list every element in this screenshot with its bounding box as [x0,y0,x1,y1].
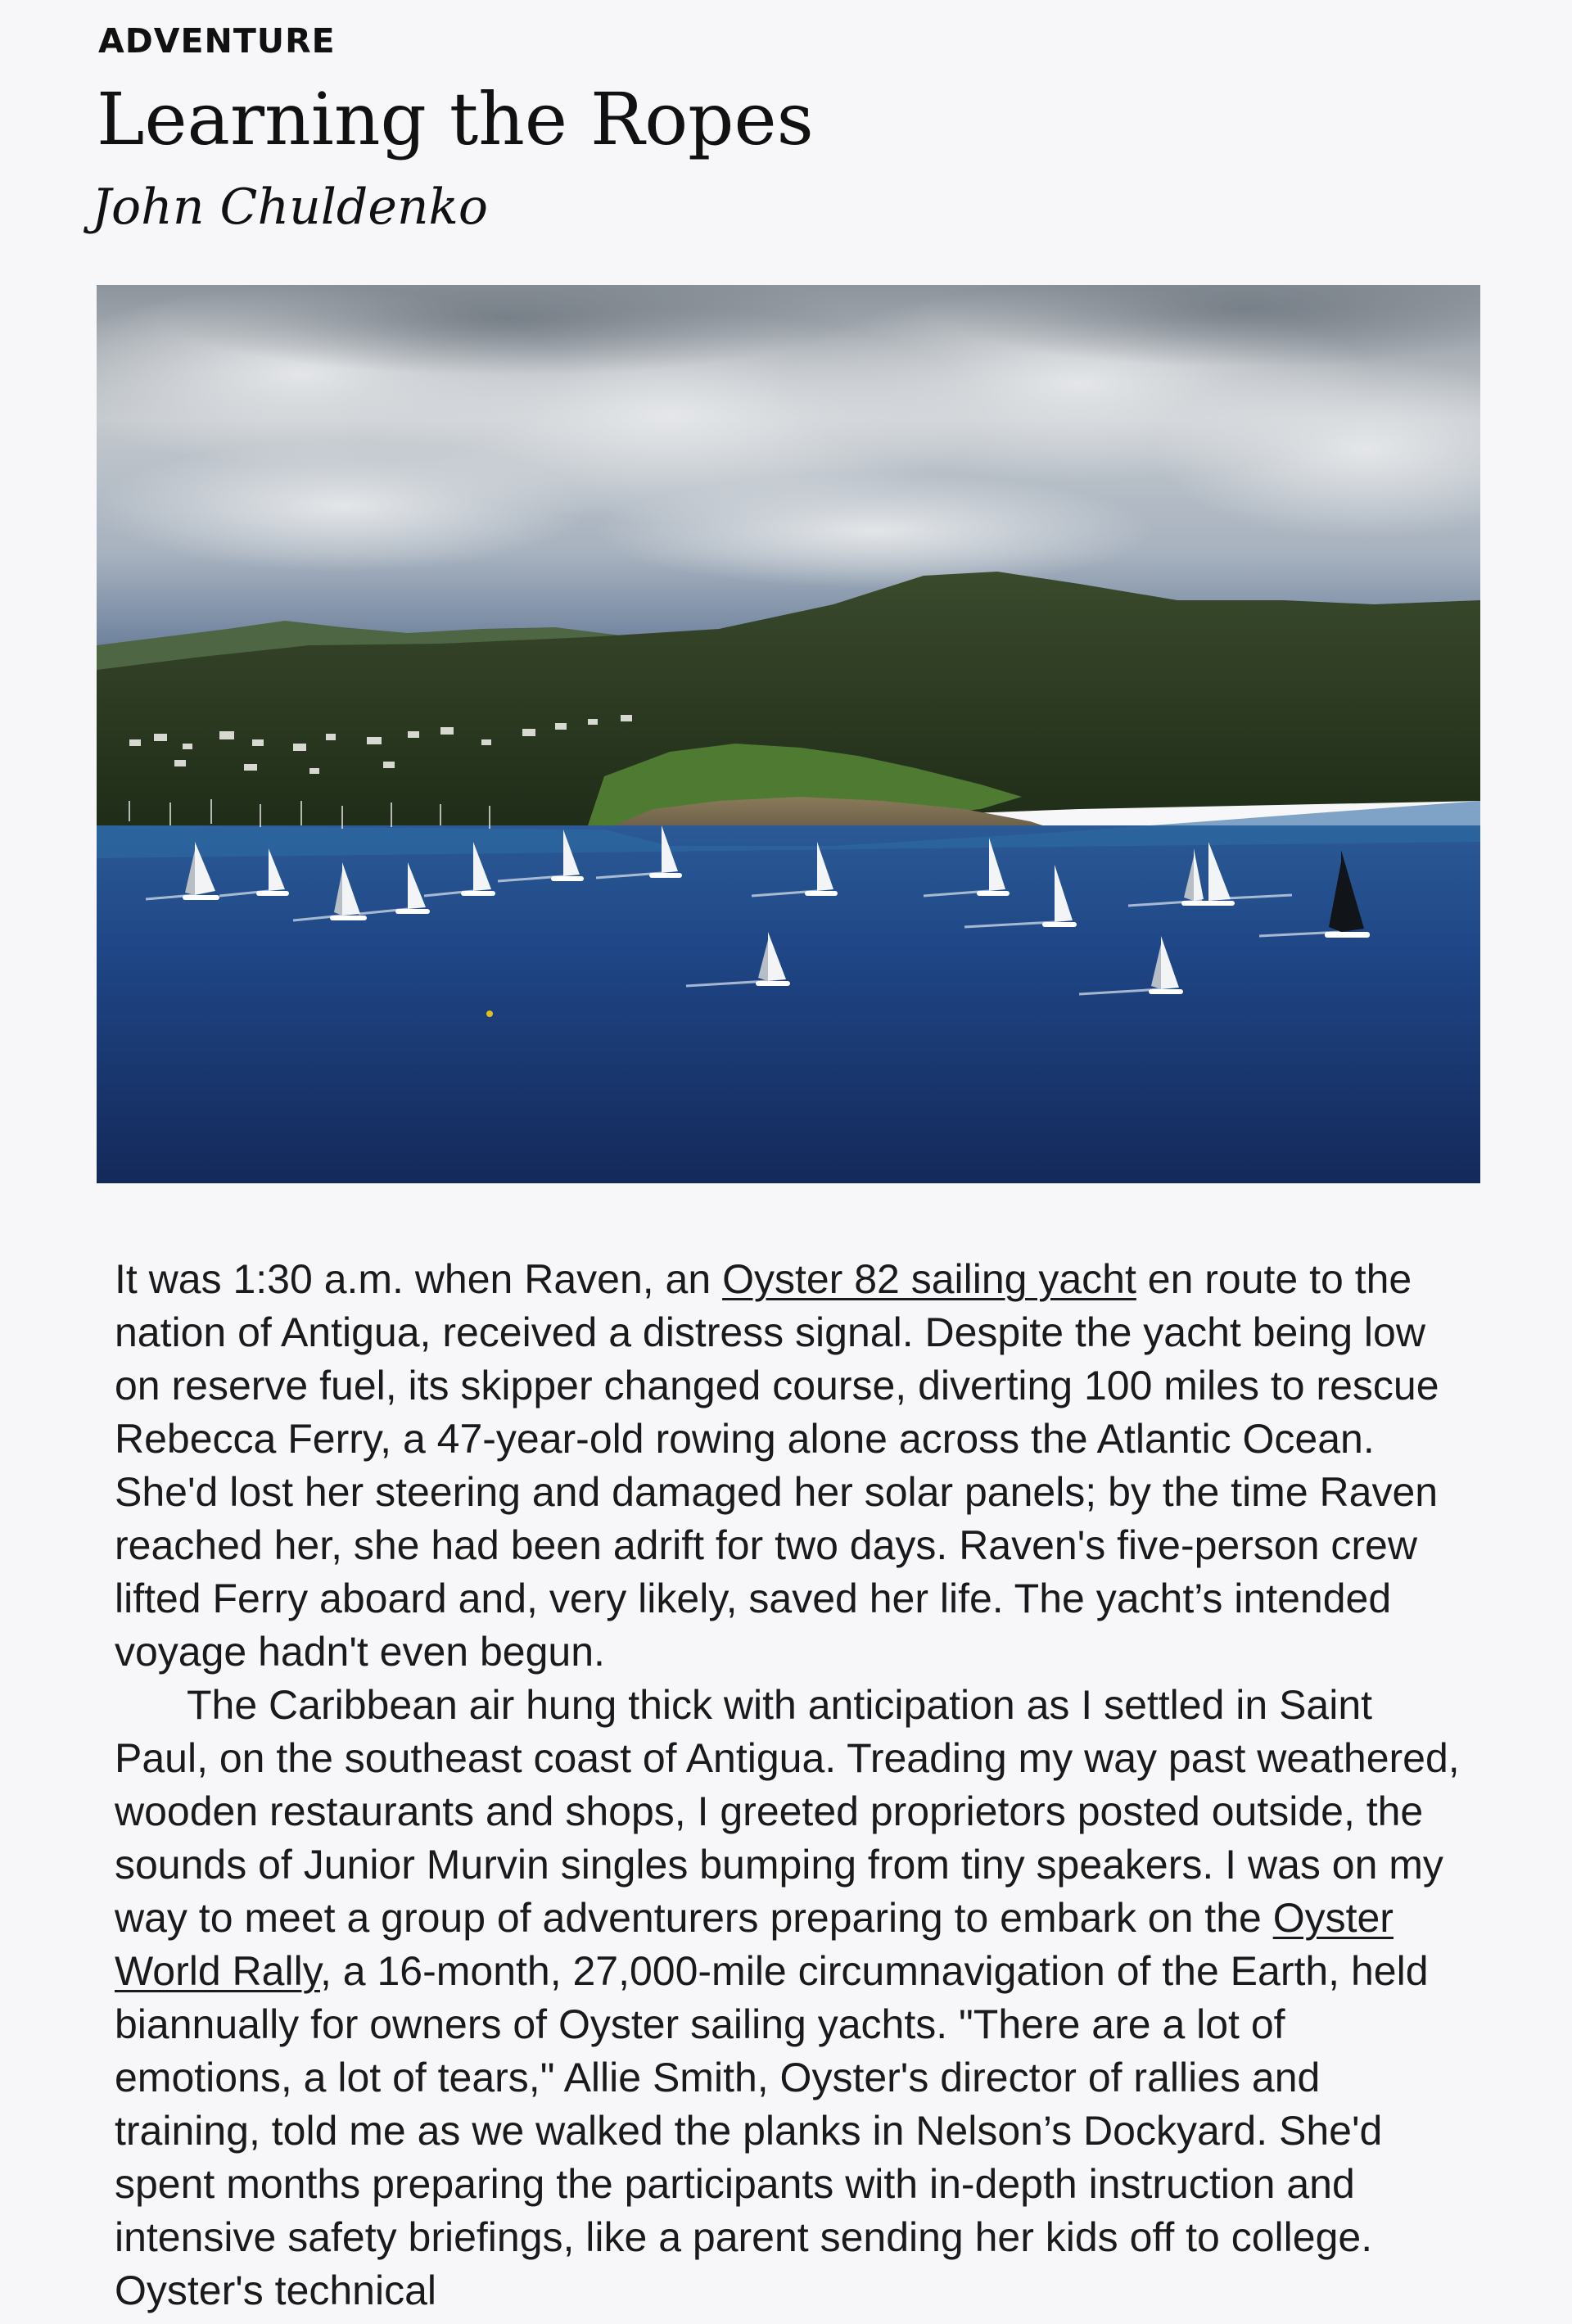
author-byline[interactable]: John Chuldenko [92,179,488,236]
paragraph [115,1253,1466,1679]
paragraph-text: en route to the nation of Antigua, received a distress signal. Despite the yacht being low on reserve fuel, its skipper changed course, diverting 100 miles to rescue Rebecca Ferry, a 47-year-old rowing alone across the Atlantic Ocean. She'd lost her steering and damaged her solar panels; by the time Raven reached her, she had been adrift for two days. Raven's five-person crew lifted Ferry aboard and, very likely, saved her life. The yacht’s intended voyage hadn't even begun. [115,1256,1439,1675]
paragraph-text: The Caribbean air hung thick with anticipation as I settled in Saint Paul, on the southeast coast of Antigua. Treading my way past weathered, wooden restaurants and shops, I greeted proprietors posted outside, the sounds of Junior Murvin singles bumping from tiny speakers. I was on my way to meet a group of adventurers preparing to embark on the [115,1682,1460,1941]
paragraph-text: It was 1:30 a.m. when Raven, an [115,1256,723,1302]
article-body [115,1253,1466,2317]
oyster-world-rally-link[interactable]: Oyster World Rally [115,1895,1394,1994]
hero-photo-sailboats [97,285,1480,1183]
paragraph-text: , a 16-month, 27,000-mile circumnavigation of the Earth, held biannually for owners of Oyster sailing yachts. "There are a lot of emotions, a lot of tears," Allie Smith, Oyster's director of rallies and training, told me as we walked the planks in Nelson’s Dockyard. She'd spent months preparing the participants with in-depth instruction and intensive safety briefings, like a parent sending her kids off to college. Oyster's technical [115,1948,1429,2313]
paragraph [115,1679,1466,2317]
oyster-82-link[interactable]: Oyster 82 sailing yacht [722,1256,1136,1302]
article-title: Learning the Ropes [97,77,814,161]
section-label[interactable]: ADVENTURE [98,21,336,61]
